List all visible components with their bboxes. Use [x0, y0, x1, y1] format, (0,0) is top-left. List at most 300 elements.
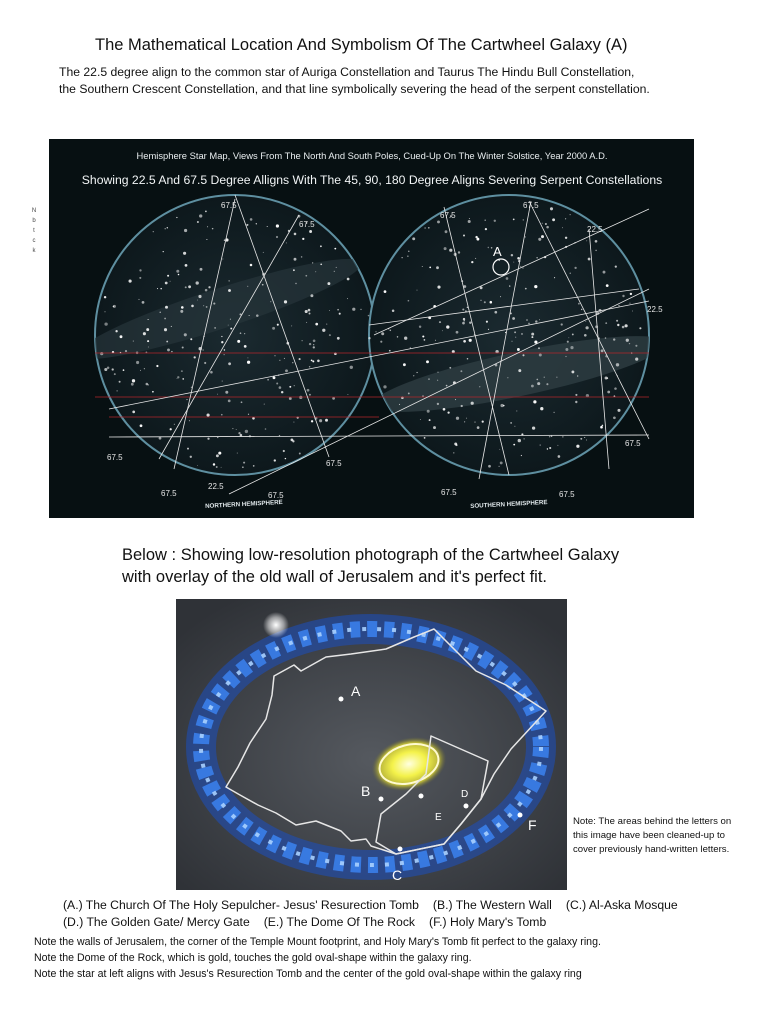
- star: [552, 218, 555, 221]
- star: [469, 339, 472, 342]
- star: [199, 214, 202, 217]
- star: [165, 282, 168, 285]
- star: [461, 405, 463, 407]
- star: [232, 428, 233, 429]
- star: [148, 347, 149, 348]
- star: [256, 314, 259, 317]
- star: [309, 313, 311, 315]
- star: [512, 341, 513, 342]
- star: [480, 300, 481, 301]
- star: [165, 306, 168, 309]
- star: [313, 344, 314, 345]
- star: [294, 258, 297, 261]
- star: [509, 285, 510, 286]
- star: [217, 437, 218, 438]
- star: [407, 256, 408, 257]
- star: [294, 233, 297, 236]
- star: [213, 463, 215, 465]
- star: [616, 320, 618, 322]
- star: [521, 455, 522, 456]
- star: [197, 465, 198, 466]
- star: [486, 321, 488, 323]
- star: [164, 318, 166, 320]
- star: [360, 309, 361, 310]
- star: [309, 343, 311, 345]
- star: [531, 336, 533, 338]
- star: [204, 362, 206, 364]
- star: [437, 380, 438, 381]
- star: [313, 346, 315, 348]
- legend-item-a: (A.) The Church Of The Holy Sepulcher- Jesus' Resurection Tomb: [63, 898, 419, 912]
- star: [334, 271, 335, 272]
- star: [570, 273, 571, 274]
- star: [462, 322, 465, 325]
- star: [424, 437, 426, 439]
- star: [546, 226, 549, 229]
- star: [256, 223, 257, 224]
- star: [285, 458, 286, 459]
- margin-letter: c: [32, 238, 36, 244]
- star: [224, 240, 225, 241]
- star: [312, 360, 314, 362]
- star: [312, 262, 313, 263]
- star: [228, 362, 231, 365]
- star: [500, 404, 503, 407]
- star: [146, 328, 149, 331]
- star: [534, 341, 537, 344]
- star: [164, 328, 167, 331]
- star: [212, 228, 214, 230]
- star: [537, 382, 540, 385]
- star: [306, 322, 307, 323]
- star: [512, 317, 515, 320]
- star: [571, 370, 574, 373]
- star: [541, 235, 544, 238]
- star: [310, 294, 313, 297]
- northern-hemisphere-label: NORTHERN HEMISPHERE: [204, 498, 283, 511]
- star: [125, 350, 127, 352]
- star: [167, 227, 168, 228]
- star: [456, 417, 459, 420]
- star: [339, 313, 341, 315]
- star: [309, 366, 310, 367]
- star: [213, 303, 215, 305]
- star: [284, 358, 285, 359]
- star: [544, 377, 545, 378]
- star: [265, 428, 267, 430]
- star: [216, 454, 219, 457]
- star: [542, 223, 543, 224]
- star: [197, 300, 198, 301]
- star: [408, 300, 410, 302]
- star: [577, 375, 578, 376]
- star: [177, 376, 179, 378]
- star: [113, 306, 114, 307]
- star: [207, 438, 209, 440]
- star: [221, 467, 222, 468]
- star: [272, 327, 275, 330]
- star: [114, 373, 116, 375]
- star: [249, 315, 250, 316]
- star: [194, 356, 196, 358]
- star: [187, 448, 189, 450]
- star: [422, 335, 424, 337]
- star: [320, 263, 322, 265]
- star: [225, 391, 228, 394]
- legend-row: [63, 914, 692, 931]
- star: [500, 296, 501, 297]
- star: [615, 265, 617, 267]
- star: [484, 219, 485, 220]
- starmap-caption-2: Showing 22.5 And 67.5 Degree Alligns With The 45, 90, 180 Degree Aligns Severing Serpent Constellations: [81, 173, 663, 187]
- star: [381, 332, 384, 335]
- star: [513, 219, 515, 221]
- star: [500, 461, 503, 464]
- star: [236, 429, 237, 430]
- angle-label: 22.5: [208, 482, 224, 491]
- star: [276, 383, 278, 385]
- star: [575, 401, 577, 403]
- star: [426, 360, 429, 363]
- star: [230, 327, 232, 329]
- star: [190, 338, 192, 340]
- star: [525, 288, 527, 290]
- star: [534, 285, 537, 288]
- star: [462, 308, 464, 310]
- star: [190, 456, 192, 458]
- star: [446, 385, 448, 387]
- label-a: A: [351, 683, 361, 699]
- note-line: Note the Dome of the Rock, which is gold, touches the gold oval-shape within the galaxy ring.: [34, 952, 472, 964]
- star: [514, 331, 516, 333]
- star: [264, 404, 265, 405]
- star: [595, 240, 598, 243]
- star: [347, 298, 348, 299]
- star: [247, 357, 248, 358]
- angle-label: 22.5: [647, 305, 663, 314]
- star: [277, 324, 279, 326]
- star: [498, 466, 499, 467]
- star: [132, 411, 135, 414]
- star: [347, 394, 348, 395]
- star: [200, 268, 203, 271]
- star: [116, 390, 117, 391]
- star: [214, 327, 216, 329]
- star: [531, 385, 534, 388]
- star: [524, 438, 525, 439]
- star: [565, 348, 568, 351]
- star: [540, 444, 541, 445]
- star: [536, 379, 538, 381]
- star: [291, 325, 292, 326]
- star: [540, 407, 543, 410]
- star: [160, 312, 161, 313]
- star: [539, 354, 542, 357]
- star: [390, 330, 392, 332]
- star: [238, 432, 240, 434]
- star: [270, 301, 271, 302]
- star: [191, 305, 194, 308]
- star: [538, 347, 540, 349]
- star: [601, 349, 604, 352]
- star: [585, 321, 586, 322]
- star: [315, 323, 318, 326]
- star: [293, 269, 295, 271]
- label-f: F: [528, 817, 537, 833]
- star: [616, 363, 619, 366]
- angle-label: 67.5: [268, 491, 284, 500]
- star: [205, 211, 207, 213]
- star: [416, 372, 417, 373]
- star: [329, 310, 330, 311]
- legend-row: [63, 897, 692, 914]
- star: [516, 410, 517, 411]
- star: [574, 267, 576, 269]
- star: [479, 386, 480, 387]
- star: [352, 308, 355, 311]
- cleanup-note: Note: The areas behind the letters on this image have been cleaned-up to cover previously hand-written letters.: [573, 816, 732, 855]
- note-line: Note the star at left aligns with Jesus's Resurection Tomb and the center of the gold oval-shape within the galaxy ring: [34, 968, 582, 980]
- star: [439, 321, 441, 323]
- star: [319, 419, 322, 422]
- star: [469, 218, 470, 219]
- star: [237, 340, 240, 343]
- star: [488, 465, 491, 468]
- star: [177, 378, 178, 379]
- star: [522, 267, 523, 268]
- star: [104, 322, 107, 325]
- star: [302, 340, 303, 341]
- star: [617, 409, 620, 412]
- star: [463, 340, 466, 343]
- star: [427, 410, 430, 413]
- star: [132, 379, 135, 382]
- star: [517, 257, 520, 260]
- star: [207, 414, 210, 417]
- section-heading-line: Below : Showing low-resolution photograph of the Cartwheel Galaxy: [122, 546, 620, 564]
- star: [326, 324, 327, 325]
- star: [281, 391, 283, 393]
- section-heading-line: with overlay of the old wall of Jerusalem and it's perfect fit.: [122, 568, 548, 586]
- angle-label: 67.5: [440, 211, 456, 220]
- star: [444, 247, 447, 250]
- star: [550, 207, 553, 210]
- star: [553, 412, 554, 413]
- star: [510, 422, 512, 424]
- star: [315, 271, 316, 272]
- star: [224, 354, 225, 355]
- star: [471, 261, 473, 263]
- star: [250, 264, 253, 267]
- star: [460, 370, 462, 372]
- star: [221, 336, 222, 337]
- star: [291, 439, 294, 442]
- star: [247, 361, 250, 364]
- star: [494, 311, 497, 314]
- location-legend: [63, 897, 692, 931]
- star: [293, 422, 294, 423]
- legend-item-e: (E.) The Dome Of The Rock: [263, 915, 416, 929]
- star: [253, 465, 255, 467]
- star: [499, 449, 500, 450]
- star: [558, 455, 561, 458]
- star: [408, 392, 410, 394]
- star: [292, 362, 293, 363]
- star: [454, 442, 457, 445]
- star: [284, 300, 287, 303]
- star: [221, 341, 223, 343]
- angle-label: 67.5: [625, 439, 641, 448]
- star: [437, 286, 440, 289]
- star: [240, 332, 242, 334]
- star: [217, 394, 218, 395]
- star: [413, 375, 414, 376]
- star: [301, 256, 303, 258]
- margin-letter: b: [32, 218, 36, 224]
- cartwheel-galaxy-photo: [176, 599, 567, 890]
- star: [549, 447, 551, 449]
- star: [189, 420, 190, 421]
- star: [514, 426, 515, 427]
- star: [140, 424, 143, 427]
- star: [307, 389, 310, 392]
- intro-line: the Southern Crescent Constellation, and that line symbolically severing the head of the serpent constellation.: [59, 82, 650, 96]
- star: [140, 370, 141, 371]
- intro-line: The 22.5 degree align to the common star of Auriga Constellation and Taurus The Hindu Bull Constellation,: [59, 65, 635, 79]
- star: [237, 453, 238, 454]
- star: [222, 259, 223, 260]
- star: [184, 333, 187, 336]
- star: [584, 437, 585, 438]
- star: [285, 369, 288, 372]
- star: [606, 284, 609, 287]
- star: [112, 368, 114, 370]
- star: [453, 452, 454, 453]
- star: [336, 267, 337, 268]
- star: [221, 414, 223, 416]
- star: [384, 290, 387, 293]
- star: [317, 360, 320, 363]
- star: [539, 319, 540, 320]
- section-heading: [122, 544, 682, 588]
- star: [123, 369, 125, 371]
- star: [613, 416, 616, 419]
- star: [482, 421, 484, 423]
- star: [160, 288, 162, 290]
- star: [463, 235, 465, 237]
- star: [477, 426, 480, 429]
- label-c: C: [392, 867, 403, 883]
- star: [570, 214, 571, 215]
- star: [248, 414, 249, 415]
- star: [120, 335, 123, 338]
- star: [531, 333, 534, 336]
- star: [567, 341, 569, 343]
- star: [437, 220, 440, 223]
- label-e: E: [435, 812, 442, 823]
- margin-letter: N: [31, 208, 37, 214]
- margin-letters: [31, 206, 37, 256]
- star: [203, 349, 204, 350]
- star: [279, 386, 282, 389]
- star: [442, 330, 443, 331]
- star: [468, 220, 471, 223]
- star: [399, 404, 400, 405]
- star: [286, 242, 287, 243]
- star: [565, 237, 567, 239]
- star: [586, 440, 587, 441]
- star: [136, 361, 139, 364]
- star: [203, 305, 204, 306]
- star: [263, 252, 264, 253]
- angle-label: 67.5: [523, 201, 539, 210]
- star: [595, 250, 597, 252]
- star: [507, 377, 508, 378]
- angle-label: 67.5: [107, 453, 123, 462]
- star: [622, 326, 625, 329]
- star: [578, 303, 580, 305]
- star: [520, 266, 521, 267]
- star: [526, 319, 528, 321]
- star: [425, 227, 426, 228]
- star: [185, 286, 187, 288]
- star: [246, 224, 248, 226]
- star: [188, 285, 191, 288]
- star: [119, 381, 121, 383]
- star: [562, 227, 563, 228]
- star: [600, 426, 603, 429]
- star: [607, 377, 609, 379]
- star: [107, 367, 110, 370]
- star: [535, 320, 537, 322]
- star: [639, 327, 641, 329]
- star: [570, 346, 573, 349]
- star: [580, 438, 582, 440]
- star: [208, 286, 210, 288]
- star: [463, 318, 465, 320]
- star: [176, 270, 179, 273]
- star: [156, 365, 158, 367]
- southern-hemisphere-label: SOUTHERN HEMISPHERE: [470, 498, 548, 511]
- angle-label: 67.5: [441, 488, 457, 497]
- star: [187, 399, 188, 400]
- star: [302, 238, 304, 240]
- star: [308, 309, 311, 312]
- star: [129, 280, 132, 283]
- star: [383, 385, 386, 388]
- angle-label: 67.5: [326, 459, 342, 468]
- star: [484, 301, 486, 303]
- star: [412, 237, 415, 240]
- star: [104, 368, 107, 371]
- star: [522, 354, 524, 356]
- legend-item-d: (D.) The Golden Gate/ Mercy Gate: [63, 915, 250, 929]
- star: [327, 282, 330, 285]
- star: [551, 436, 552, 437]
- star: [375, 331, 376, 332]
- star: [170, 428, 172, 430]
- star: [474, 421, 475, 422]
- star: [397, 336, 398, 337]
- star: [464, 320, 465, 321]
- star: [222, 381, 223, 382]
- star: [528, 323, 530, 325]
- star: [305, 275, 307, 277]
- star: [144, 368, 145, 369]
- star: [182, 346, 184, 348]
- star: [433, 426, 436, 429]
- star: [334, 248, 336, 250]
